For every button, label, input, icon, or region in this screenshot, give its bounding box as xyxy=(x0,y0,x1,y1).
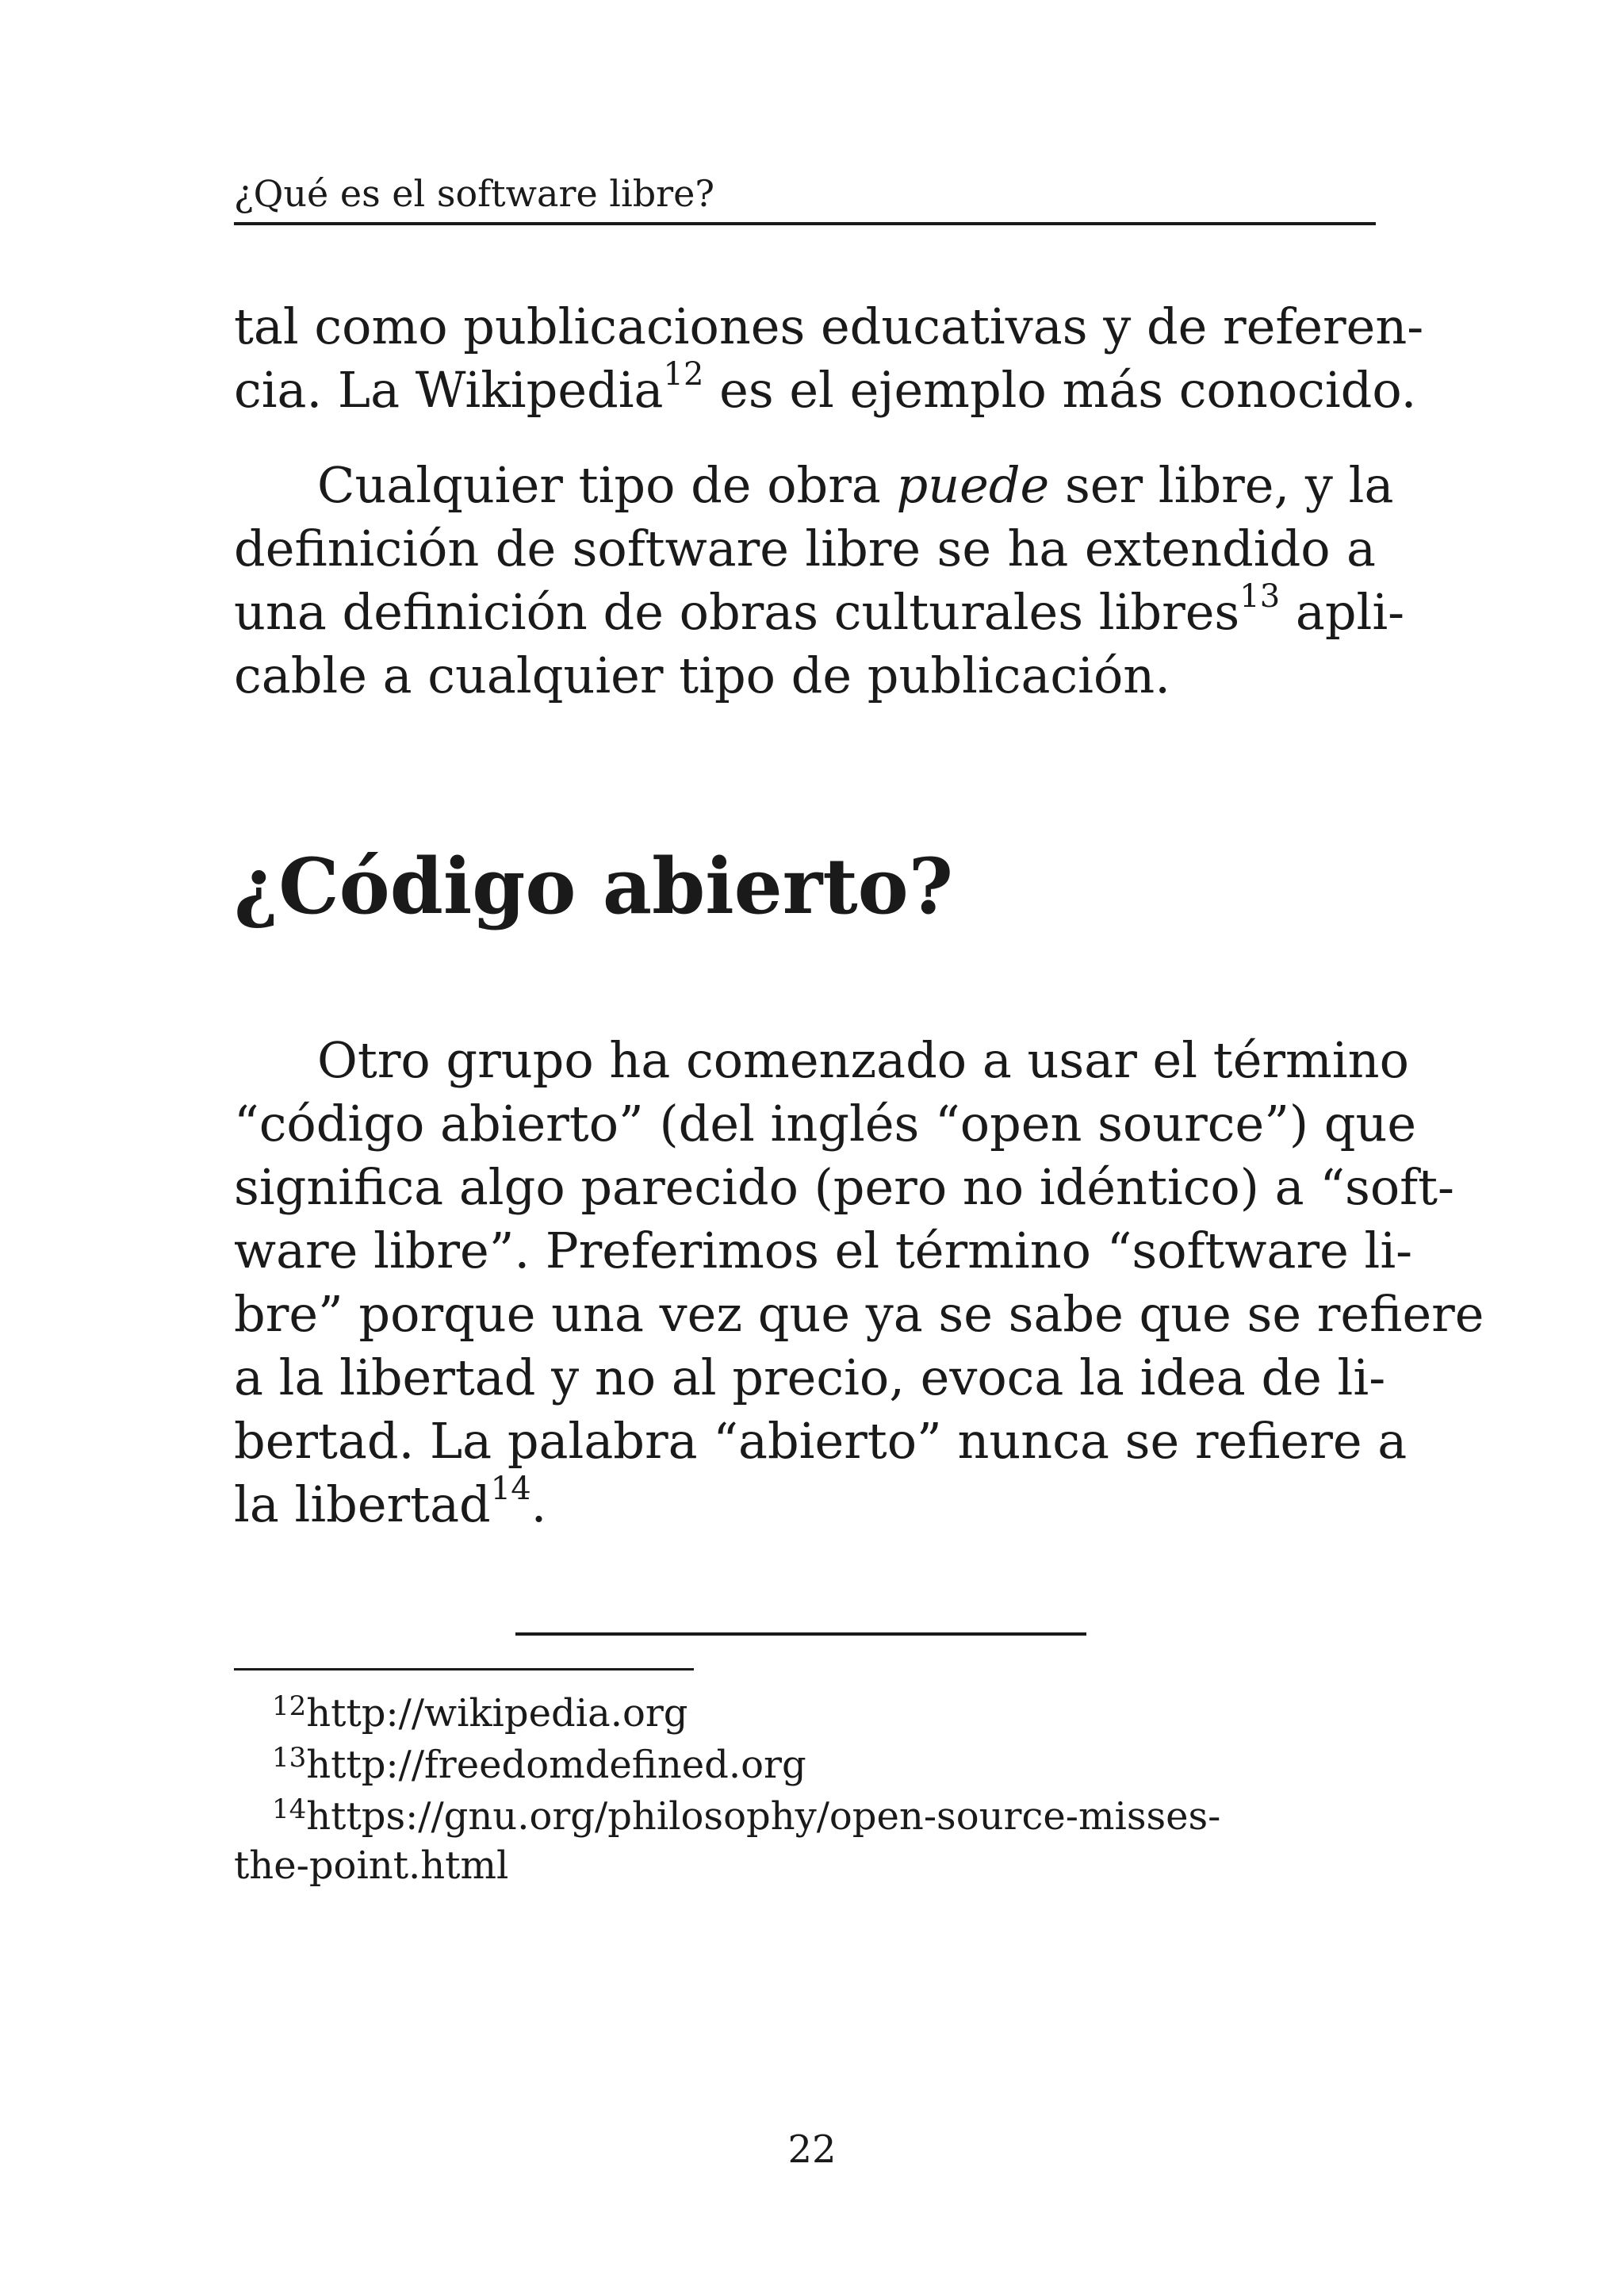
body-text: es el ejemplo más conocido. xyxy=(703,361,1417,419)
body-line xyxy=(234,1473,1376,1536)
body-line xyxy=(234,1346,1386,1410)
footnote-number: 13 xyxy=(272,1742,307,1774)
body-text: bre” porque una vez que ya se sabe que se refiere xyxy=(234,1285,1484,1343)
footnote-separator xyxy=(234,1668,694,1671)
section-break-rule xyxy=(515,1632,1086,1636)
footnote-14 xyxy=(234,1793,1376,1844)
body-line xyxy=(234,1092,1417,1156)
footnote-13 xyxy=(234,1741,1376,1793)
footnote-link[interactable]: https://gnu.org/philosophy/open-source-misses- xyxy=(306,1794,1221,1839)
body-text: . xyxy=(530,1475,547,1533)
body-text: una definición de obras culturales libres xyxy=(234,583,1240,641)
body-line xyxy=(234,517,1376,581)
body-text: tal como publicaciones educativas y de referen- xyxy=(234,297,1424,355)
body-text: apli- xyxy=(1280,583,1405,641)
running-head: ¿Qué es el software libre? xyxy=(234,170,1376,225)
body-text: significa algo parecido (pero no idéntico) a “soft- xyxy=(234,1158,1454,1216)
body-text: ser libre, y la xyxy=(1049,456,1394,514)
footnote-link[interactable]: the-point.html xyxy=(234,1843,509,1888)
footnote-link[interactable]: http://wikipedia.org xyxy=(306,1691,688,1736)
footnote-link[interactable]: http://freedomdefined.org xyxy=(306,1743,806,1787)
body-line xyxy=(234,1410,1408,1473)
body-line xyxy=(234,295,1424,359)
footnote-number: 14 xyxy=(272,1793,307,1825)
body-line xyxy=(234,1156,1454,1219)
body-line xyxy=(234,356,1417,422)
footnote-12 xyxy=(234,1690,1376,1741)
emphasis-text: puede xyxy=(896,456,1050,514)
body-text: la libertad xyxy=(234,1475,491,1533)
body-text: Cualquier tipo de obra xyxy=(317,456,897,514)
body-line xyxy=(234,1029,1409,1092)
body-text: definición de software libre se ha extendido a xyxy=(234,520,1376,577)
body-text: a la libertad y no al precio, evoca la idea de li- xyxy=(234,1348,1386,1406)
body-line xyxy=(234,1283,1484,1346)
body-line xyxy=(234,1219,1413,1283)
body-text: bertad. La palabra “abierto” nunca se refiere a xyxy=(234,1412,1408,1470)
footnote-14-continuation xyxy=(234,1842,1376,1889)
body-text: “código abierto” (del inglés “open source”) que xyxy=(234,1095,1417,1153)
body-line xyxy=(234,454,1394,517)
footnote-marker-13: 13 xyxy=(1239,578,1281,616)
body-text: cable a cualquier tipo de publicación. xyxy=(234,646,1170,704)
footnote-marker-12: 12 xyxy=(663,356,704,393)
body-text: cia. La Wikipedia xyxy=(234,361,664,419)
footnote-marker-14: 14 xyxy=(490,1471,531,1508)
body-text: ware libre”. Preferimos el término “software li- xyxy=(234,1222,1413,1279)
body-line xyxy=(234,578,1405,644)
page-number: 22 xyxy=(787,2127,837,2172)
section-heading: ¿Código abierto? xyxy=(234,842,953,931)
body-text: Otro grupo ha comenzado a usar el término xyxy=(317,1031,1409,1089)
footnote-number: 12 xyxy=(272,1690,307,1722)
body-line xyxy=(234,644,1376,708)
